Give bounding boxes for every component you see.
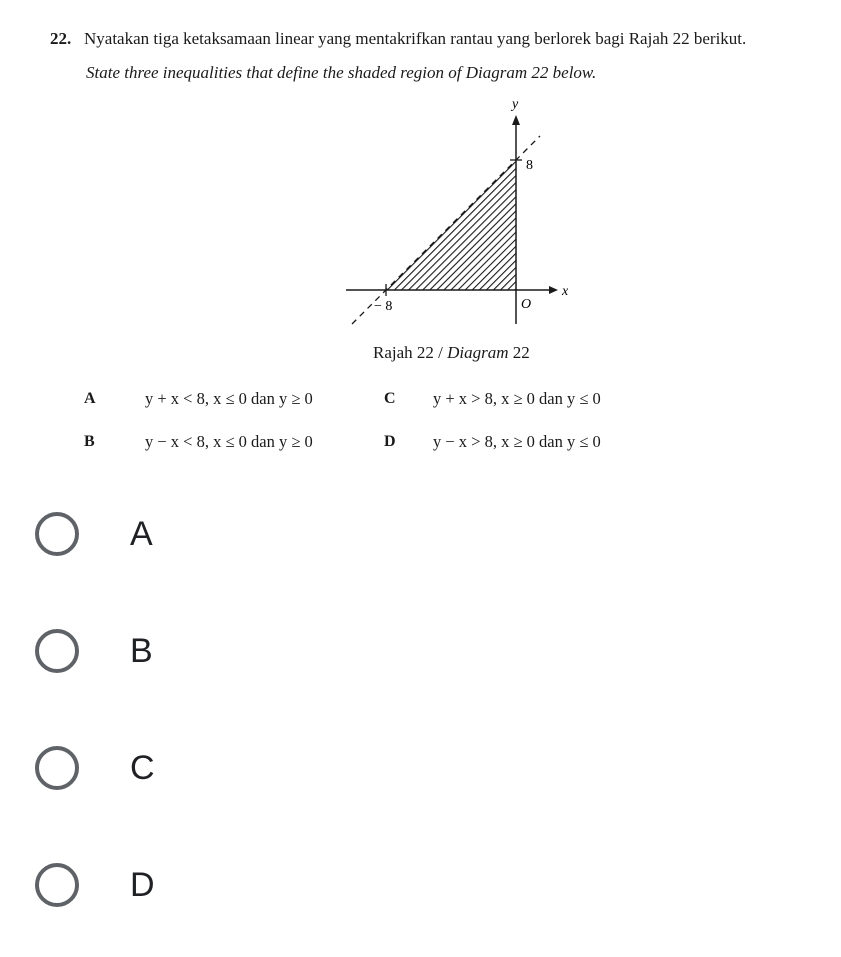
option-c-label: C: [130, 749, 155, 787]
choice-c-text: y + x > 8, x ≥ 0 dan y ≤ 0: [433, 389, 601, 408]
radio-button-d[interactable]: [35, 863, 79, 907]
option-b-label: B: [130, 632, 153, 670]
diagram-22: [330, 92, 580, 332]
shaded-region: [386, 160, 516, 290]
choice-d-text: y − x > 8, x ≥ 0 dan y ≤ 0: [433, 432, 601, 451]
choice-a-text: y + x < 8, x ≤ 0 dan y ≥ 0: [145, 389, 313, 408]
choice-a-label: A: [84, 390, 96, 407]
radio-button-c[interactable]: [35, 746, 79, 790]
option-a-label: A: [130, 515, 153, 553]
x-axis-arrow: [549, 286, 558, 294]
diagram-caption: Rajah 22 / Diagram 22: [373, 343, 530, 362]
x-axis-label: x: [562, 284, 569, 299]
question-card: [0, 0, 841, 470]
option-d[interactable]: [24, 841, 324, 931]
option-a[interactable]: [24, 490, 324, 580]
option-c[interactable]: [24, 724, 324, 814]
origin-label: O: [521, 297, 532, 312]
radio-button-b[interactable]: [35, 629, 79, 673]
choice-d-label: D: [384, 433, 396, 450]
radio-button-a[interactable]: [35, 512, 79, 556]
option-d-label: D: [130, 866, 155, 904]
question-text-malay: Nyatakan tiga ketaksamaan linear yang mentakrifkan rantau yang berlorek bagi Rajah 22 berikut.: [84, 29, 747, 48]
y-axis-label: y: [512, 97, 519, 112]
option-b[interactable]: [24, 607, 324, 697]
y-axis-arrow: [512, 115, 520, 125]
y-intercept-label: 8: [526, 158, 533, 173]
choice-c-label: C: [384, 390, 396, 407]
x-intercept-label: − 8: [374, 299, 393, 314]
question-number: 22.: [50, 29, 72, 48]
question-text-english: State three inequalities that define the shaded region of Diagram 22 below.: [86, 63, 597, 82]
choice-b-text: y − x < 8, x ≤ 0 dan y ≥ 0: [145, 432, 313, 451]
choice-b-label: B: [84, 433, 95, 450]
